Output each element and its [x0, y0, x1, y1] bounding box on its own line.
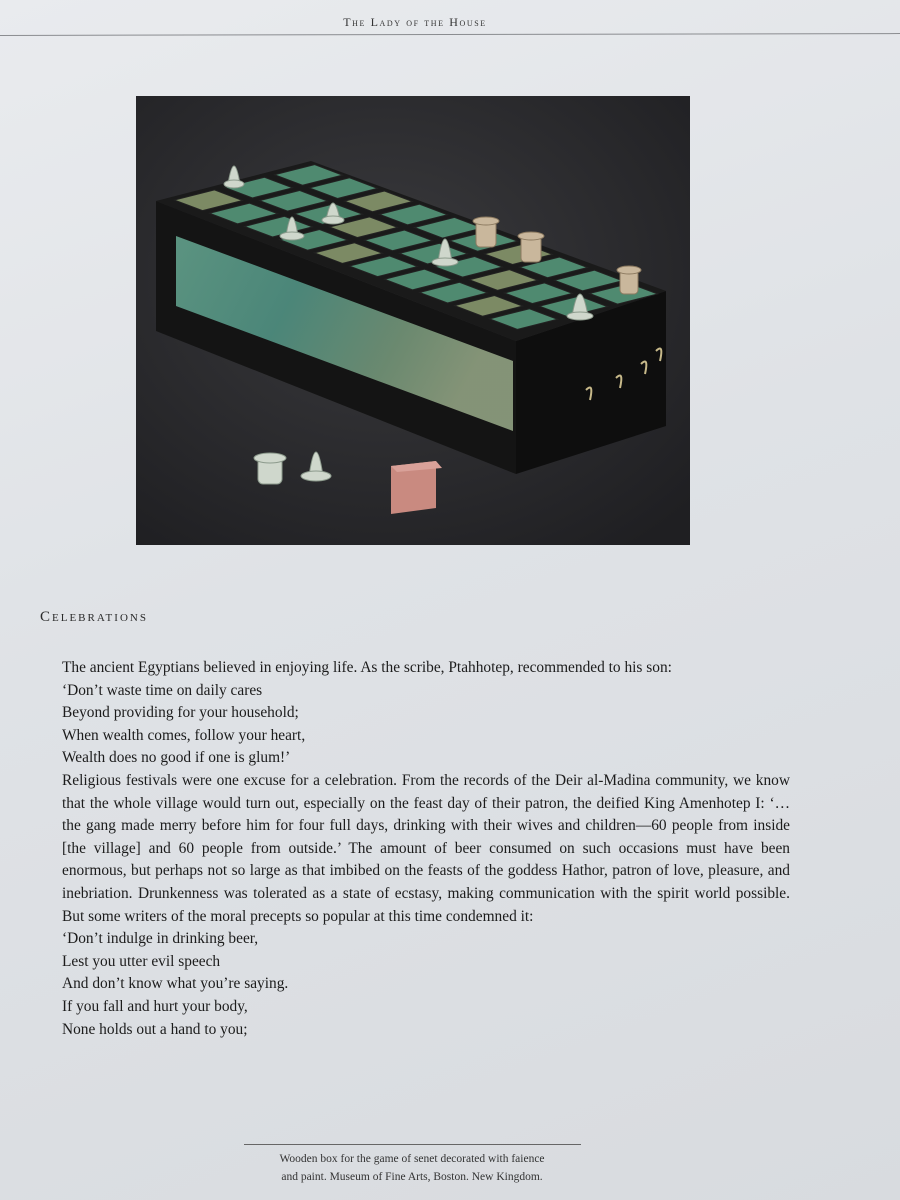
verse-line: Beyond providing for your household; [62, 704, 299, 722]
verse-line: If you fall and hurt your body, [62, 997, 248, 1015]
verse-line: ‘Don’t indulge in drinking beer, [62, 930, 259, 948]
intro-paragraph: The ancient Egyptians believed in enjoying life. As the scribe, Ptahhotep, recommended to his son: [62, 659, 672, 676]
caption-line: and paint. Museum of Fine Arts, Boston. New Kingdom. [281, 1171, 543, 1183]
verse-line: ‘Don’t waste time on daily cares [62, 681, 263, 699]
verse-line: Lest you utter evil speech [62, 952, 221, 970]
verse-line: When wealth comes, follow your heart, [62, 726, 306, 744]
body-text [40, 657, 790, 1041]
header-rule [0, 33, 900, 36]
senet-box-photo [136, 96, 690, 545]
caption-line: Wooden box for the game of senet decorated with faience [279, 1153, 545, 1165]
festivals-paragraph: Religious festivals were one excuse for a celebration. From the records of the Deir al-Madina community, we know that the whole village would turn out, especially on the feast day of their patron, the deified King Amenhotep I: ‘…the gang made merry before him for four full days, drinking with their wives and children—60 people from inside [the village] and 60 people from outside.’ The amount of beer consumed on such occasions must have been enormous, but perhaps not so large as that imbibed on the feasts of the goddess Hathor, patron of love, pleasure, and inebriation. Drunkenness was tolerated as a state of ecstasy, making communication with the spirit world possible. But some writers of the moral precepts so popular at this time condemned it: [62, 771, 790, 925]
senet-box-illustration [136, 96, 690, 545]
running-head: The Lady of the House [343, 15, 487, 29]
verse-line: None holds out a hand to you; [62, 1020, 248, 1038]
section-heading: Celebrations [40, 609, 148, 625]
caption-rule [244, 1144, 581, 1145]
verse-line: Wealth does no good if one is glum!’ [62, 749, 291, 767]
photo-caption [232, 1150, 592, 1186]
verse-line: And don’t know what you’re saying. [62, 975, 289, 993]
